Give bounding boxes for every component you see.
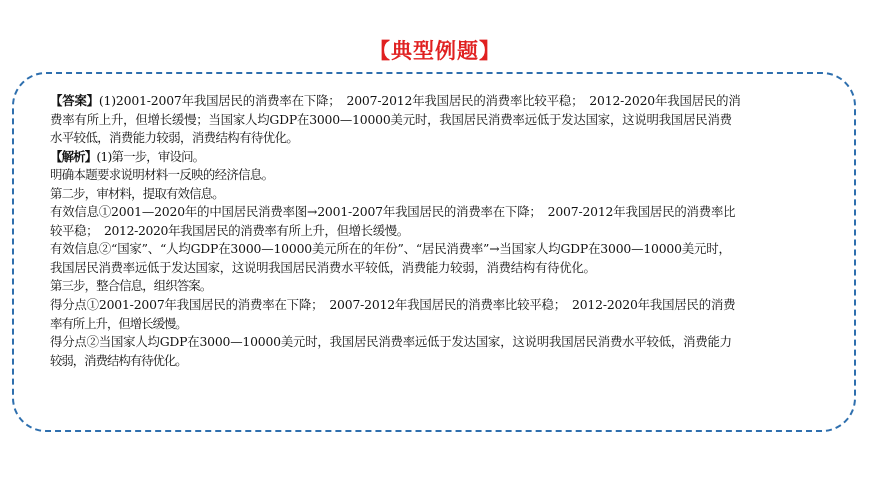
text-line xyxy=(50,185,860,204)
slide-title: 【典型例题】 xyxy=(369,39,501,63)
text-line xyxy=(50,92,860,111)
line-text: 较弱，消费结构有待优化。 xyxy=(50,352,187,368)
text-line xyxy=(50,240,860,259)
text-line xyxy=(50,111,860,130)
answer-label: 【答案】 xyxy=(50,93,99,108)
line-text: (1)2001-2007年我国居民的消费率在下降； 2007-2012年我国居民的消费率比较平稳； 2012-2020年我国居民的消 xyxy=(98,93,741,108)
line-text: 得分点①2001-2007年我国居民的消费率在下降； 2007-2012年我国居民的消费率比较平稳； 2012-2020年我国居民的消费 xyxy=(50,297,736,313)
line-text: 第二步，审材料，提取有效信息。 xyxy=(50,185,224,201)
line-text: 较平稳； 2012-2020年我国居民的消费率有所上升，但增长缓慢。 xyxy=(50,222,409,238)
text-line xyxy=(50,129,860,148)
analysis-label: 【解析】 xyxy=(50,148,97,164)
line-text: (1)第一步，审设问。 xyxy=(96,148,205,164)
line-text: 明确本题要求说明材料一反映的经济信息。 xyxy=(50,167,274,183)
text-line xyxy=(50,166,860,185)
line-text: 率有所上升，但增长缓慢。 xyxy=(50,315,187,331)
line-text: 有效信息①2001—2020年的中国居民消费率图→2001-2007年我国居民的消费率在下降； 2007-2012年我国居民的消费率比 xyxy=(50,204,736,220)
text-line xyxy=(50,259,860,278)
answer-text-block xyxy=(50,92,860,370)
line-text: 费率有所上升，但增长缓慢；当国家人均GDP在3000—10000美元时，我国居民消费率远低于发达国家，这说明我国居民消费 xyxy=(50,111,732,127)
text-line xyxy=(50,352,860,371)
text-line xyxy=(50,222,860,241)
text-line xyxy=(50,296,860,315)
line-text: 水平较低，消费能力较弱，消费结构有待优化。 xyxy=(50,130,299,146)
line-text: 第三步，整合信息，组织答案。 xyxy=(50,278,212,294)
line-text: 得分点②当国家人均GDP在3000—10000美元时，我国居民消费率远低于发达国家，这说明我国居民消费水平较低，消费能力 xyxy=(50,334,732,350)
text-line xyxy=(50,333,860,352)
text-line xyxy=(50,315,860,334)
text-line xyxy=(50,277,860,296)
line-text: 我国居民消费率远低于发达国家，这说明我国居民消费水平较低，消费能力较弱，消费结构有待优化。 xyxy=(50,259,596,275)
text-line xyxy=(50,148,860,167)
line-text: 有效信息②“国家”、“人均GDP在3000—10000美元所在的年份”、“居民消费率”→当国家人均GDP在3000—10000美元时， xyxy=(50,241,731,257)
text-line xyxy=(50,203,860,222)
